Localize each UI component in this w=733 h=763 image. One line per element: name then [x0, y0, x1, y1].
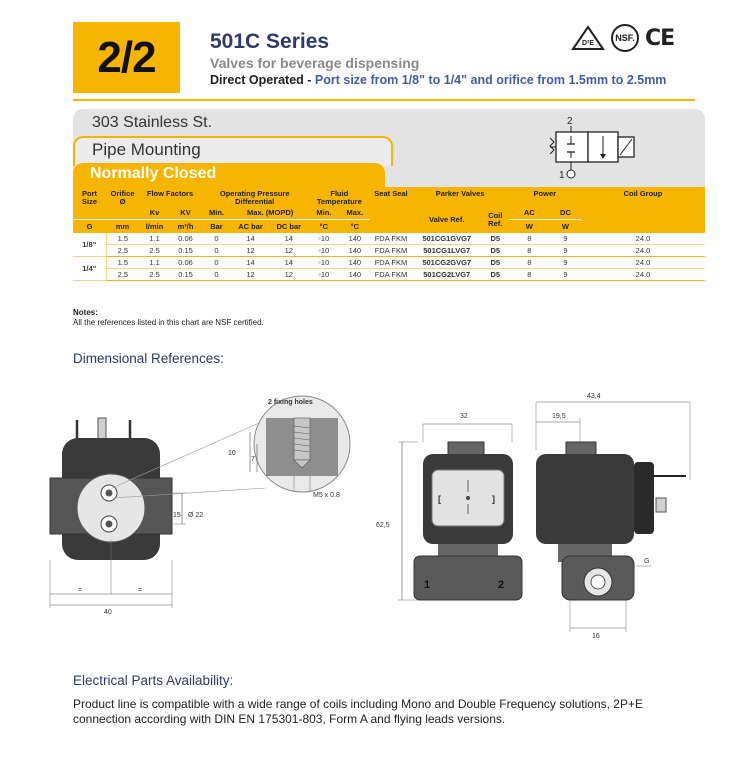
cell-power-ac: 8	[509, 244, 550, 256]
cell-kv: 0.15	[170, 268, 201, 280]
notes-text: All the references listed in this chart are NSF certified.	[73, 318, 264, 327]
table-row	[73, 268, 705, 280]
description-detail: Port size from 1/8" to 1/4" and orifice from 1.5mm to 2.5mm	[314, 73, 667, 87]
th-kv-lmin: Kv	[139, 208, 170, 220]
cell-coil-group: 24.0	[581, 256, 705, 268]
cell-kv: 0.06	[170, 233, 201, 245]
cell-coil-ref: D5	[482, 244, 509, 256]
certification-marks	[571, 24, 674, 52]
dim-62-5: 62,5	[376, 522, 390, 529]
header-rule	[73, 99, 695, 101]
cell-temp-max: 140	[339, 244, 370, 256]
cell-orifice: 2.5	[106, 268, 139, 280]
cell-seal: FDA FKM	[370, 268, 411, 280]
cell-ac-bar: 14	[232, 233, 269, 245]
notes-title: Notes:	[73, 308, 98, 317]
cell-temp-min: -10	[308, 268, 339, 280]
dvgw-triangle-icon	[571, 25, 605, 51]
th-unit-bar: Bar	[201, 220, 232, 233]
cell-power-dc: 9	[550, 268, 581, 280]
dimensional-title: Dimensional References:	[73, 351, 224, 366]
cell-power-dc: 9	[550, 256, 581, 268]
cell-coil-ref: D5	[482, 233, 509, 245]
symbol-port-bottom: 1	[559, 170, 565, 181]
valve-top-view	[50, 418, 266, 616]
th-unit-w-dc: W	[550, 220, 581, 233]
th-unit-lmin: l/min	[139, 220, 170, 233]
dimensional-drawings	[40, 380, 700, 650]
th-unit-m3h: m³/h	[170, 220, 201, 233]
dim-16: 16	[592, 633, 600, 640]
cell-temp-max: 140	[339, 256, 370, 268]
dim-eq-left: =	[78, 587, 83, 594]
material-label: 303 Stainless St.	[92, 114, 213, 131]
cell-orifice: 1.5	[106, 256, 139, 268]
valve-symbol-icon	[548, 112, 648, 188]
cell-ac-bar: 14	[232, 256, 269, 268]
dim-10: 10	[228, 450, 236, 457]
cell-min: 0	[201, 268, 232, 280]
nsf-mark-text: NSF.	[615, 33, 635, 43]
series-code-box	[73, 22, 180, 93]
cell-kv: 0.06	[170, 256, 201, 268]
th-min-pressure: Min.	[201, 208, 232, 220]
th-temp-max: Max.	[339, 208, 370, 220]
th-parker-valves: Parker Valves	[412, 187, 509, 208]
dim-43-4: 43,4	[587, 393, 601, 400]
cell-seal: FDA FKM	[370, 256, 411, 268]
dim-19-5: 19,5	[552, 413, 566, 420]
valve-side-view	[536, 393, 690, 640]
th-seat-seal: Seat Seal	[370, 187, 411, 208]
cell-valve-ref: 501CG2LVG7	[412, 268, 482, 280]
series-title: 501C Series	[210, 30, 330, 53]
th-max-mopd: Max. (MOPD)	[232, 208, 308, 220]
th-kv-m3h: KV	[170, 208, 201, 220]
fixing-hole-detail	[228, 396, 350, 499]
table-row	[73, 244, 705, 256]
series-code: 2/2	[97, 32, 156, 82]
cell-coil-group: 24.0	[581, 233, 705, 245]
th-unit-g: G	[73, 220, 106, 233]
cell-power-dc: 9	[550, 244, 581, 256]
description-lead: Direct Operated -	[210, 73, 315, 87]
fixing-holes-label: 2 fixing holes	[268, 399, 313, 406]
th-fluid-temperature: Fluid Temperature	[308, 187, 370, 208]
th-unit-c-max: °C	[339, 220, 370, 233]
cell-valve-ref: 501CG1LVG7	[412, 244, 482, 256]
dim-40: 40	[104, 609, 112, 616]
electrical-title: Electrical Parts Availability:	[73, 673, 234, 688]
th-unit-ac-bar: AC bar	[232, 220, 269, 233]
nsf-mark-icon	[611, 24, 639, 52]
series-description	[210, 73, 666, 87]
cell-coil-group: 24.0	[581, 268, 705, 280]
spec-table	[73, 187, 705, 281]
th-temp-min: Min.	[308, 208, 339, 220]
cell-ac-bar: 12	[232, 268, 269, 280]
table-row	[73, 233, 705, 245]
cell-power-ac: 8	[509, 233, 550, 245]
cell-seal: FDA FKM	[370, 244, 411, 256]
port-2-label: 2	[498, 579, 505, 591]
dim-7: 7	[251, 456, 255, 463]
cell-min: 0	[201, 244, 232, 256]
dim-32: 32	[460, 413, 468, 420]
dim-15: 15	[173, 512, 181, 519]
cell-power-ac: 8	[509, 268, 550, 280]
cell-coil-ref: D5	[482, 256, 509, 268]
th-power-ac: AC	[509, 208, 550, 220]
cell-port-size: 1/8"	[73, 233, 106, 257]
dim-g: G	[644, 558, 650, 565]
svg-text:]: ]	[492, 494, 495, 504]
th-operating-pressure: Operating Pressure Differential	[201, 187, 308, 208]
th-unit-dc-bar: DC bar	[269, 220, 308, 233]
cell-dc-bar: 14	[269, 256, 308, 268]
cell-coil-group: 24.0	[581, 244, 705, 256]
cell-coil-ref: D5	[482, 268, 509, 280]
cell-seal: FDA FKM	[370, 233, 411, 245]
table-row	[73, 256, 705, 268]
th-unit-c-min: °C	[308, 220, 339, 233]
th-coil-ref: Coil Ref.	[482, 208, 509, 233]
cell-ac-bar: 12	[232, 244, 269, 256]
ce-mark-icon: CE	[645, 25, 675, 51]
cell-min: 0	[201, 233, 232, 245]
dim-eq-right: =	[138, 587, 143, 594]
cell-temp-max: 140	[339, 233, 370, 245]
cell-temp-min: -10	[308, 256, 339, 268]
cell-lmin: 1.1	[139, 233, 170, 245]
symbol-port-top: 2	[567, 116, 573, 127]
th-power: Power	[509, 187, 581, 208]
cell-temp-max: 140	[339, 268, 370, 280]
valve-front-view	[376, 413, 522, 600]
th-port-size: Port Size	[73, 187, 106, 208]
cell-lmin: 2.5	[139, 244, 170, 256]
mounting-label: Pipe Mounting	[92, 140, 201, 159]
electrical-text: Product line is compatible with a wide range of coils including Mono and Double Frequency solutions, 2P+E connection according with DIN EN 175301-803, Form A and flying leads versions.	[73, 697, 643, 726]
th-valve-ref: Valve Ref.	[412, 208, 482, 233]
cell-lmin: 1.1	[139, 256, 170, 268]
th-unit-w-ac: W	[509, 220, 550, 233]
cell-orifice: 1.5	[106, 233, 139, 245]
cell-port-size: 1/4"	[73, 256, 106, 280]
th-unit-mm: mm	[106, 220, 139, 233]
cell-dc-bar: 12	[269, 268, 308, 280]
series-subtitle: Valves for beverage dispensing	[210, 55, 420, 71]
cell-lmin: 2.5	[139, 268, 170, 280]
function-label: Normally Closed	[90, 165, 217, 182]
port-1-label: 1	[424, 579, 431, 591]
cell-min: 0	[201, 256, 232, 268]
svg-text:[: [	[438, 494, 441, 504]
th-power-dc: DC	[550, 208, 581, 220]
cell-power-dc: 9	[550, 233, 581, 245]
th-orifice: Orifice Ø	[106, 187, 139, 208]
cell-valve-ref: 501CG2GVG7	[412, 256, 482, 268]
cell-temp-min: -10	[308, 233, 339, 245]
cell-dc-bar: 14	[269, 233, 308, 245]
cell-kv: 0.15	[170, 244, 201, 256]
cell-temp-min: -10	[308, 244, 339, 256]
cell-dc-bar: 12	[269, 244, 308, 256]
cell-orifice: 2.5	[106, 244, 139, 256]
cell-valve-ref: 501CG1GVG7	[412, 233, 482, 245]
cell-power-ac: 8	[509, 256, 550, 268]
dim-thread: M5 x 0.8	[313, 492, 340, 499]
dim-22: Ø 22	[188, 512, 204, 519]
th-flow-factors: Flow Factors	[139, 187, 201, 208]
th-coil-group: Coil Group	[581, 187, 705, 208]
cert-tri-text: D²E	[581, 40, 595, 47]
